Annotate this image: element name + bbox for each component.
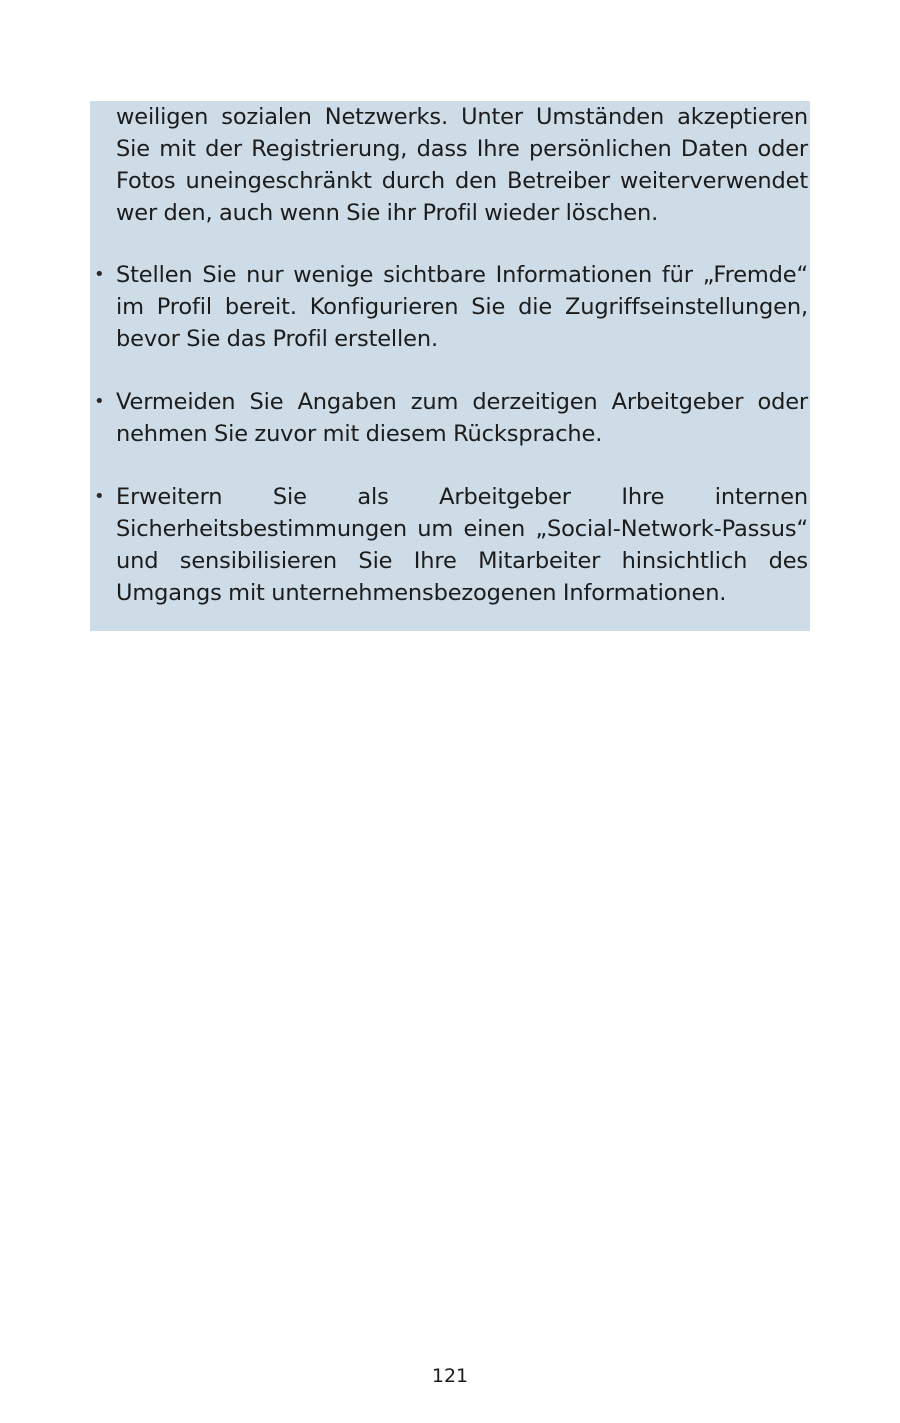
page-number: 121 (431, 1365, 469, 1387)
bullet-text: Vermeiden Sie Angaben zum derzeitigen Arbeitgeber oder nehmen Sie zuvor mit diesem Rücksprache. (116, 389, 808, 447)
bullet-icon: • (94, 264, 105, 285)
bullet-text: Erweitern Sie als Arbeitgeber Ihre internen Sicherheitsbestimmungen um einen „Social-Network-Passus“ und sensibilisieren Sie Ihre Mitarbeiter hinsichtlich des Umgangs mit unternehmensbezogenen Informationen. (116, 484, 808, 606)
bullet-icon: • (94, 391, 105, 412)
intro-paragraph: weiligen sozialen Netzwerks. Unter Umständen akzeptieren Sie mit der Registrierung, dass Ihre persönlichen Daten oder Fotos uneingeschränkt durch den Betreiber weiterverwendet wer den, auch wenn Sie ihr Profil wieder löschen. (116, 104, 808, 226)
info-box (90, 101, 810, 631)
bullet-text: Stellen Sie nur wenige sichtbare Informationen für „Fremde“ im Profil bereit. Konfigurieren Sie die Zugriffseinstellungen, bevor Sie das Profil erstellen. (116, 262, 808, 352)
bullet-icon: • (94, 486, 105, 507)
